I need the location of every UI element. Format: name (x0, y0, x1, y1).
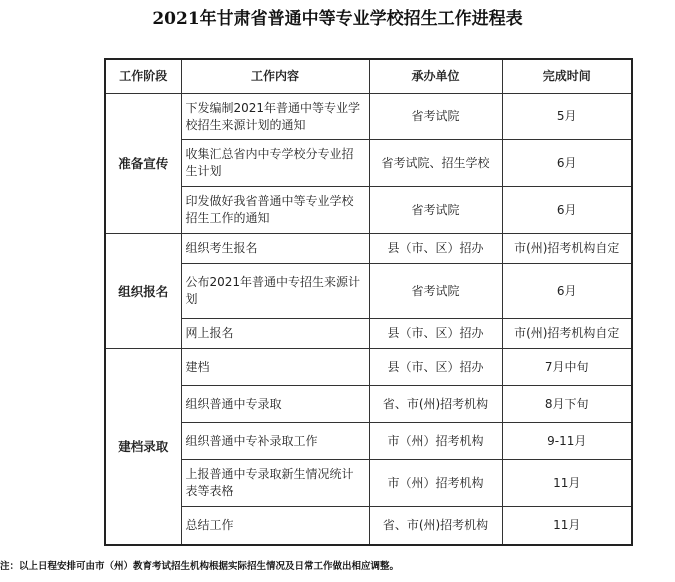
content-cell: 下发编制2021年普通中等专业学校招生来源计划的通知 (181, 94, 369, 140)
page-title: 2021年甘肃省普通中等专业学校招生工作进程表 (152, 9, 523, 29)
table-row (105, 187, 632, 234)
table-row (105, 140, 632, 187)
header-unit: 承办单位 (369, 59, 502, 94)
content-cell: 总结工作 (181, 507, 369, 545)
unit-cell: 县（市、区）招办 (369, 319, 502, 349)
table-header-row (105, 59, 632, 94)
content-cell: 组织普通中专补录取工作 (181, 423, 369, 460)
unit-cell: 省考试院、招生学校 (369, 140, 502, 187)
stage-cell-admission: 建档录取 (105, 349, 181, 545)
table-row (105, 349, 632, 386)
unit-cell: 省考试院 (369, 94, 502, 140)
unit-cell: 省、市(州)招考机构 (369, 507, 502, 545)
time-cell: 6月 (502, 187, 632, 234)
table-row (105, 507, 632, 545)
content-cell: 网上报名 (181, 319, 369, 349)
content-cell: 组织考生报名 (181, 234, 369, 264)
time-cell: 6月 (502, 264, 632, 319)
unit-cell: 县（市、区）招办 (369, 349, 502, 386)
time-cell: 11月 (502, 507, 632, 545)
time-cell: 5月 (502, 94, 632, 140)
table-row (105, 94, 632, 140)
content-cell: 组织普通中专录取 (181, 386, 369, 423)
unit-cell: 省考试院 (369, 187, 502, 234)
time-cell: 市(州)招考机构自定 (502, 319, 632, 349)
time-cell: 7月中旬 (502, 349, 632, 386)
unit-cell: 省、市(州)招考机构 (369, 386, 502, 423)
time-cell: 9-11月 (502, 423, 632, 460)
content-cell: 建档 (181, 349, 369, 386)
stage-cell-prep: 准备宣传 (105, 94, 181, 234)
table-row (105, 460, 632, 507)
unit-cell: 市（州）招考机构 (369, 460, 502, 507)
table-row (105, 386, 632, 423)
stage-cell-signup: 组织报名 (105, 234, 181, 349)
time-cell: 市(州)招考机构自定 (502, 234, 632, 264)
unit-cell: 市（州）招考机构 (369, 423, 502, 460)
header-stage: 工作阶段 (105, 59, 181, 94)
header-time: 完成时间 (502, 59, 632, 94)
content-cell: 公布2021年普通中专招生来源计划 (181, 264, 369, 319)
unit-cell: 县（市、区）招办 (369, 234, 502, 264)
time-cell: 8月下旬 (502, 386, 632, 423)
table-row (105, 264, 632, 319)
header-content: 工作内容 (181, 59, 369, 94)
time-cell: 6月 (502, 140, 632, 187)
table-row (105, 423, 632, 460)
footnote: 注：以上日程安排可由市（州）教育考试招生机构根据实际招生情况及日常工作做出相应调整。 (0, 561, 400, 572)
time-cell: 11月 (502, 460, 632, 507)
table-row (105, 234, 632, 264)
content-cell: 收集汇总省内中专学校分专业招生计划 (181, 140, 369, 187)
schedule-table (104, 58, 633, 546)
content-cell: 印发做好我省普通中等专业学校招生工作的通知 (181, 187, 369, 234)
unit-cell: 省考试院 (369, 264, 502, 319)
content-cell: 上报普通中专录取新生情况统计表等表格 (181, 460, 369, 507)
table-row (105, 319, 632, 349)
